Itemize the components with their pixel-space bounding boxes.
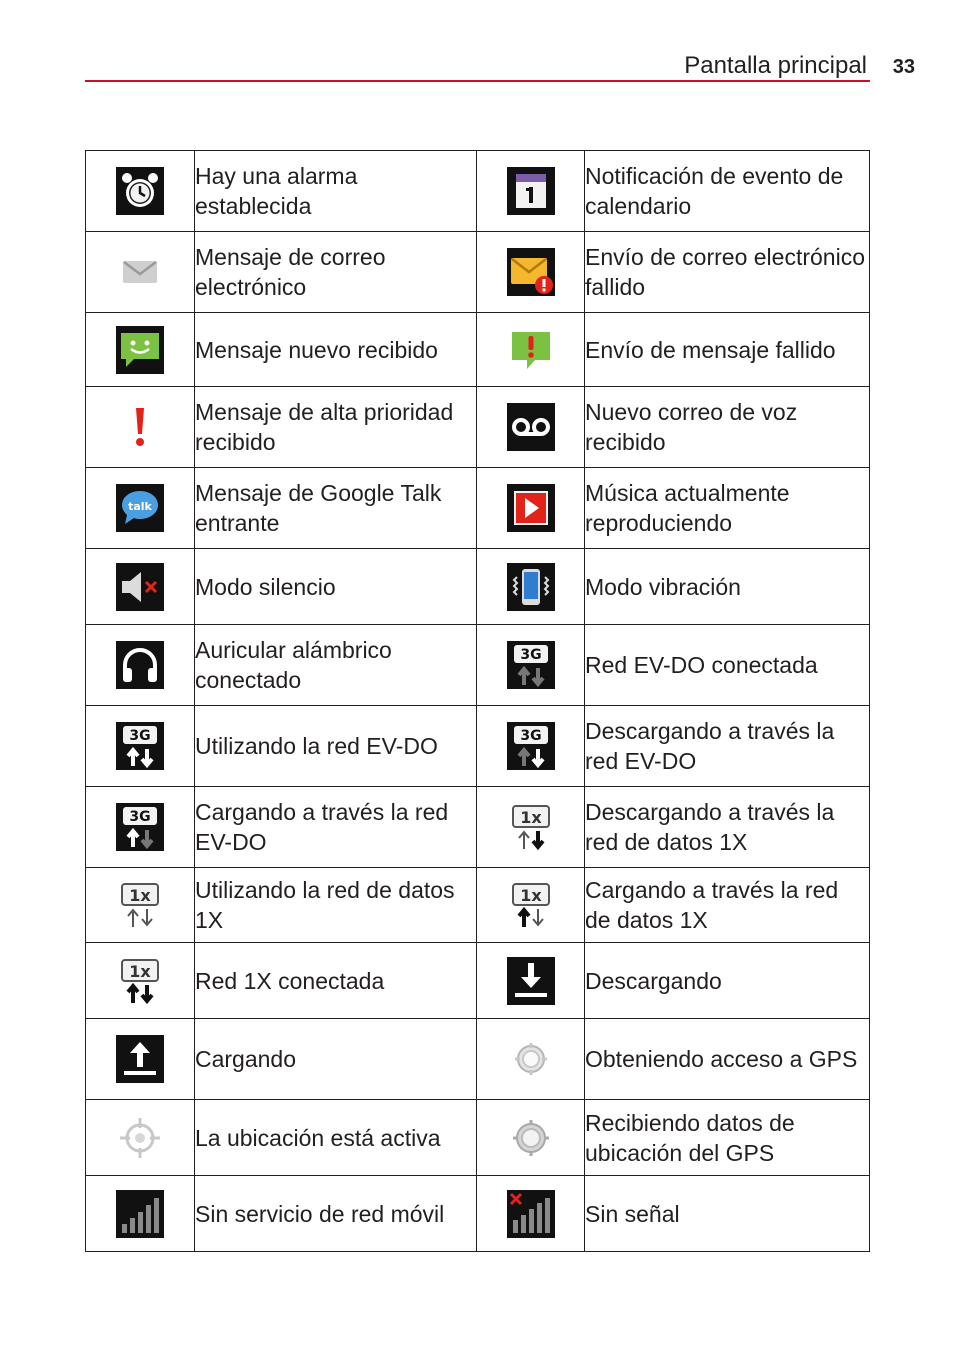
table-row	[86, 868, 870, 943]
list-item: Música actualmente reproduciendo	[585, 468, 870, 549]
svg-text:3G: 3G	[519, 647, 542, 663]
list-item: Mensaje de Google Talk entrante	[195, 468, 477, 549]
list-item: Modo silencio	[195, 549, 477, 625]
vibrate-icon	[507, 563, 555, 611]
list-item: Cargando a través la red EV-DO	[195, 787, 477, 868]
silent-icon	[116, 563, 164, 611]
list-item: Descargando	[585, 943, 870, 1019]
status-icons-table	[85, 150, 870, 1252]
3g-downloading-icon	[507, 722, 555, 770]
list-item: Nuevo correo de voz recibido	[585, 387, 870, 468]
header-rule	[85, 80, 870, 82]
list-item: Auricular alámbrico conectado	[195, 625, 477, 706]
page-header	[85, 50, 915, 84]
table-row	[86, 232, 870, 313]
priority-icon	[116, 403, 164, 451]
list-item: Mensaje de alta prioridad recibido	[195, 387, 477, 468]
table-row	[86, 706, 870, 787]
list-item: Hay una alarma establecida	[195, 151, 477, 232]
list-item: Recibiendo datos de ubicación del GPS	[585, 1100, 870, 1176]
1x-uploading-icon	[507, 881, 555, 929]
svg-text:3G: 3G	[129, 809, 151, 825]
list-item: Descargando a través la red EV-DO	[585, 706, 870, 787]
new-message-icon	[116, 326, 164, 374]
svg-text:1x: 1x	[519, 808, 542, 827]
page-number: 33	[892, 56, 915, 78]
calendar-icon	[507, 167, 555, 215]
3g-in-use-icon	[116, 722, 164, 770]
svg-text:3G: 3G	[519, 728, 542, 744]
svg-text:1x: 1x	[519, 886, 542, 905]
music-play-icon	[507, 484, 555, 532]
list-item: Cargando a través la red de datos 1X	[585, 868, 870, 943]
upload-icon	[116, 1035, 164, 1083]
email-icon	[116, 248, 164, 296]
list-item: Obteniendo acceso a GPS	[585, 1019, 870, 1100]
list-item: Descargando a través la red de datos 1X	[585, 787, 870, 868]
table-row	[86, 625, 870, 706]
3g-uploading-icon	[116, 803, 164, 851]
table-row	[86, 787, 870, 868]
list-item: Red 1X conectada	[195, 943, 477, 1019]
download-icon	[507, 957, 555, 1005]
email-failed-icon	[507, 248, 555, 296]
list-item: Notificación de evento de calendario	[585, 151, 870, 232]
table-row	[86, 1019, 870, 1100]
list-item: Sin señal	[585, 1176, 870, 1252]
1x-connected-icon	[116, 957, 164, 1005]
list-item: La ubicación está activa	[195, 1100, 477, 1176]
svg-text:1x: 1x	[129, 961, 151, 981]
list-item: Mensaje de correo electrónico	[195, 232, 477, 313]
gps-receiving-icon	[507, 1114, 555, 1162]
1x-in-use-icon	[116, 881, 164, 929]
list-item: Utilizando la red de datos 1X	[195, 868, 477, 943]
location-active-icon	[116, 1114, 164, 1162]
list-item: Envío de mensaje fallido	[585, 313, 870, 387]
table-row	[86, 387, 870, 468]
list-item: Mensaje nuevo recibido	[195, 313, 477, 387]
svg-text:1x: 1x	[129, 886, 151, 905]
list-item: Modo vibración	[585, 549, 870, 625]
no-service-icon	[116, 1190, 164, 1238]
table-row	[86, 549, 870, 625]
table-row	[86, 151, 870, 232]
list-item: Envío de correo electrónico fallido	[585, 232, 870, 313]
headset-icon	[116, 641, 164, 689]
table-row	[86, 468, 870, 549]
alarm-icon	[116, 167, 164, 215]
list-item: Utilizando la red EV-DO	[195, 706, 477, 787]
table-row	[86, 1176, 870, 1252]
table-row	[86, 943, 870, 1019]
svg-text:talk: talk	[128, 500, 152, 513]
1x-downloading-icon	[507, 803, 555, 851]
google-talk-icon	[116, 484, 164, 532]
3g-connected-icon	[507, 641, 555, 689]
table-row	[86, 1100, 870, 1176]
no-signal-icon	[507, 1190, 555, 1238]
table-row	[86, 313, 870, 387]
svg-text:3G: 3G	[129, 728, 151, 744]
list-item: Sin servicio de red móvil	[195, 1176, 477, 1252]
message-failed-icon	[507, 326, 555, 374]
list-item: Red EV-DO conectada	[585, 625, 870, 706]
section-title: Pantalla principal	[684, 52, 867, 79]
list-item: Cargando	[195, 1019, 477, 1100]
gps-acquiring-icon	[507, 1035, 555, 1083]
voicemail-icon	[507, 403, 555, 451]
